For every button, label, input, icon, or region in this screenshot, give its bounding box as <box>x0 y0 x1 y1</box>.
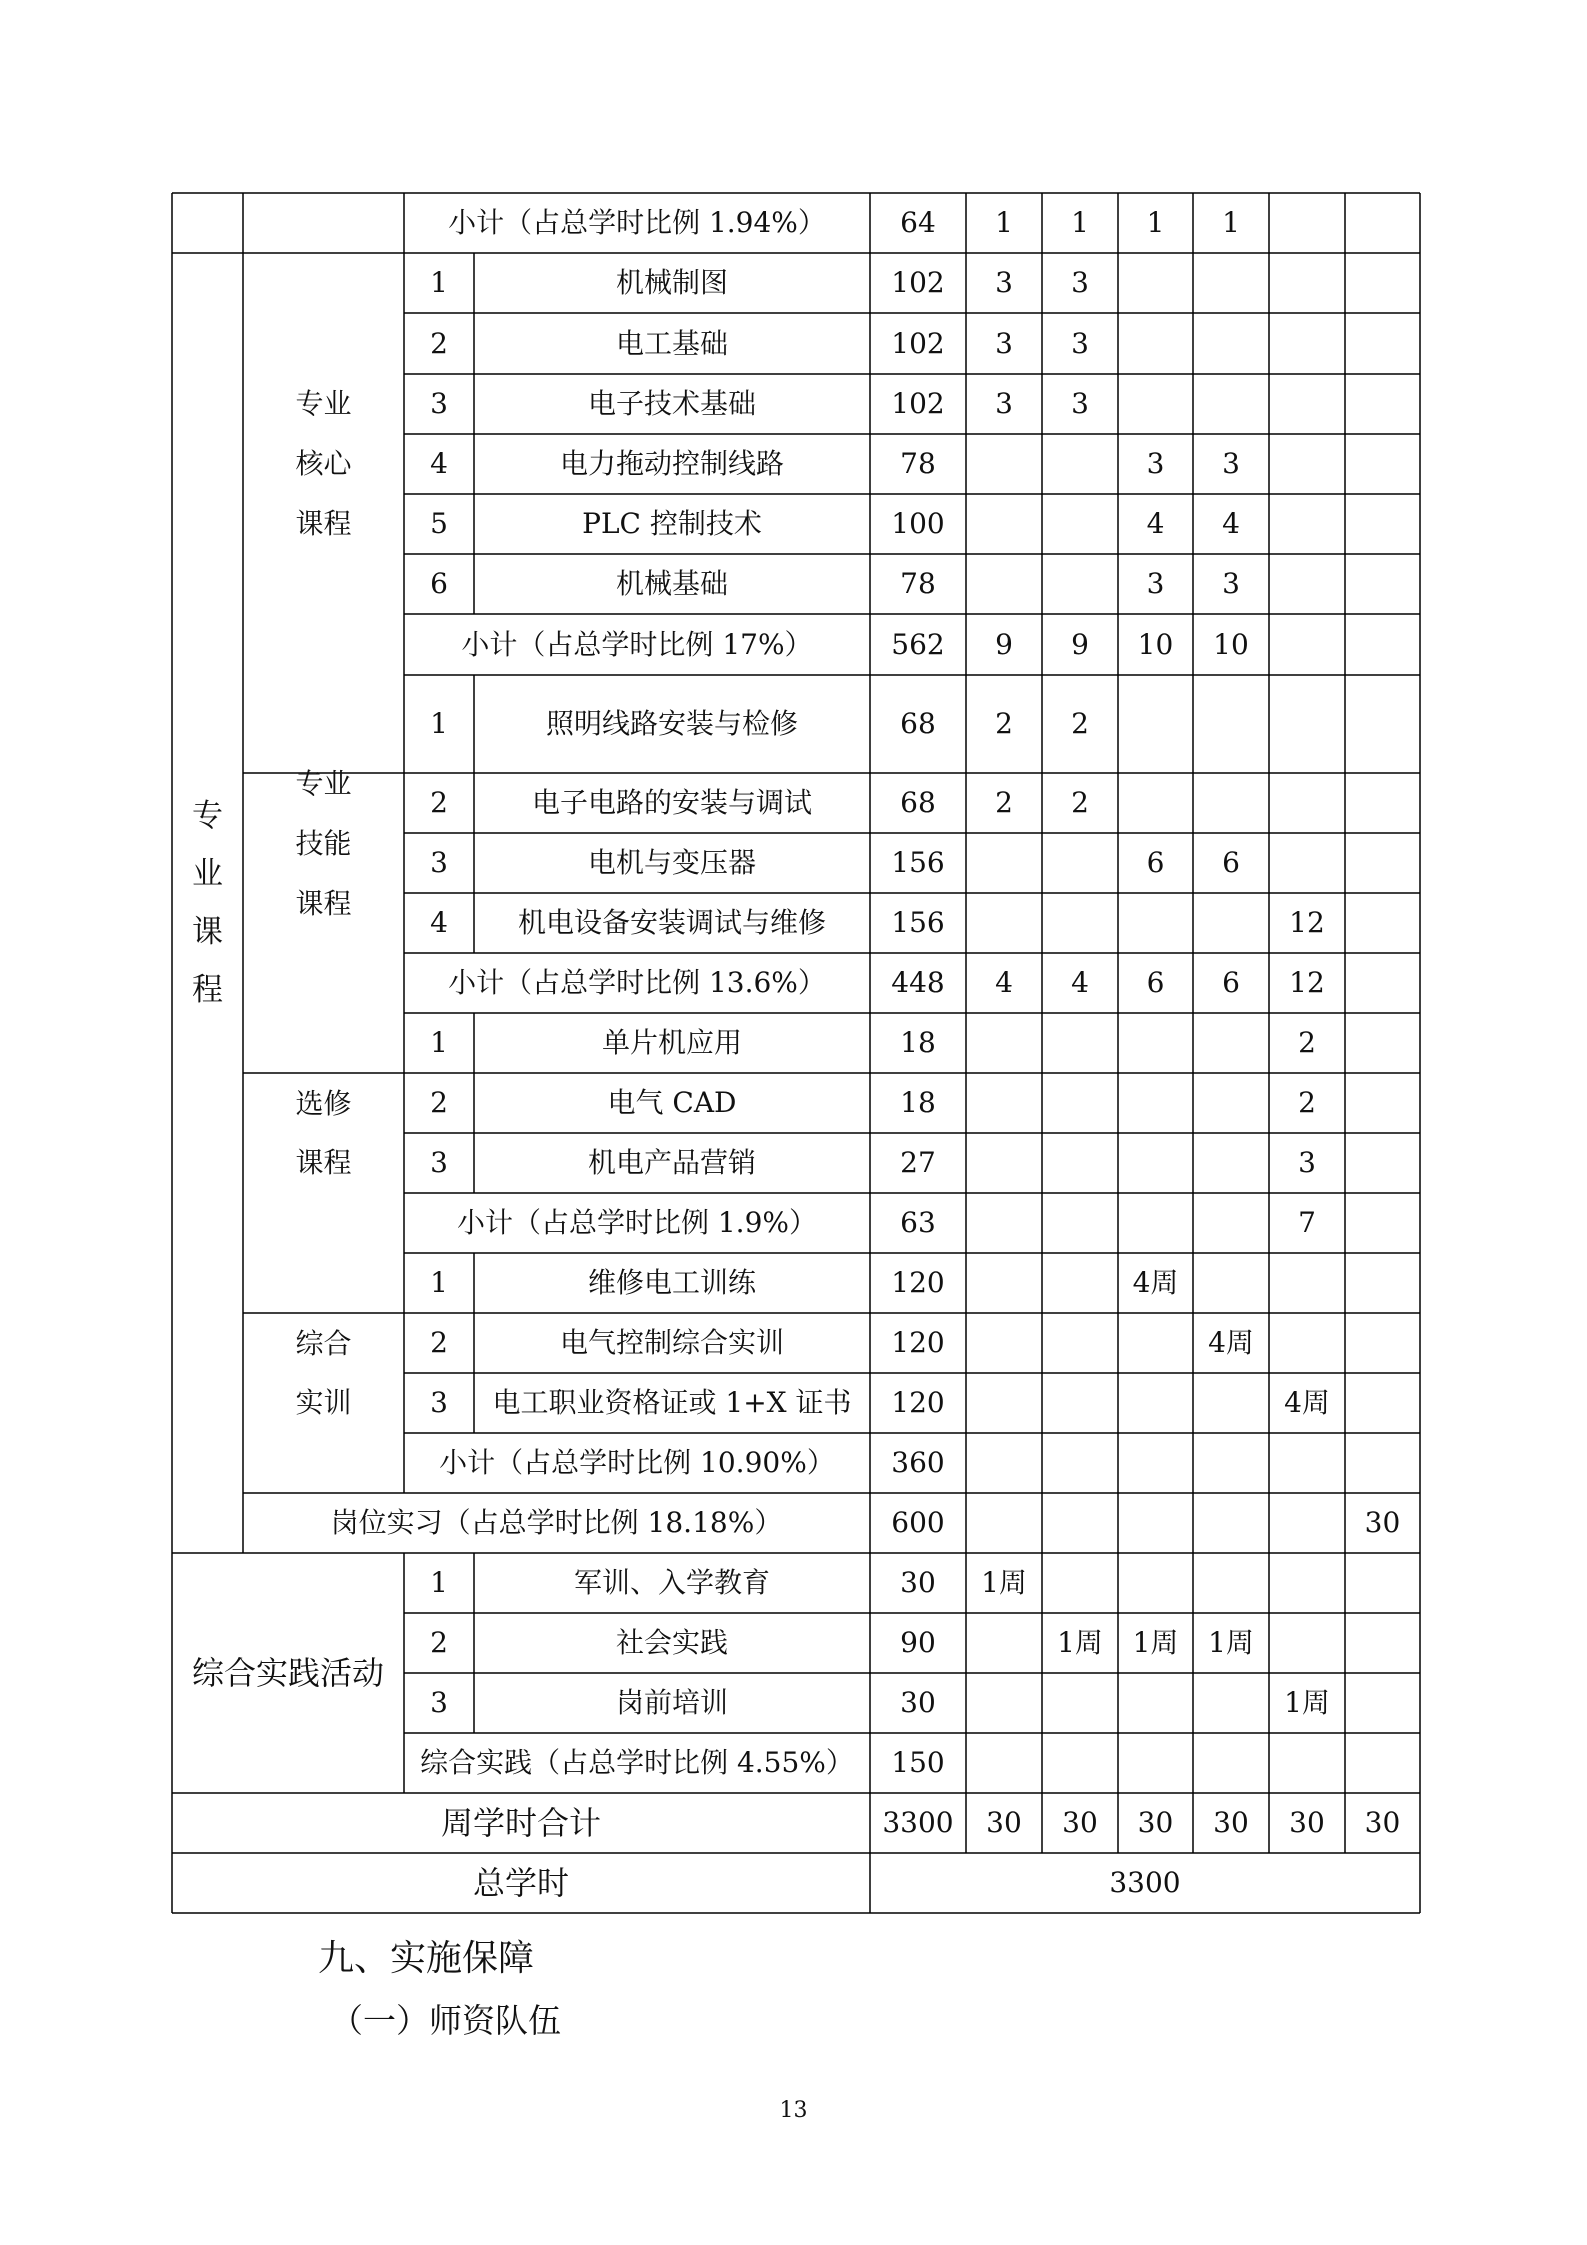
semester-5-value: 1周 <box>1284 1686 1330 1719</box>
row-number: 3 <box>430 387 448 420</box>
course-name: 社会实践 <box>615 1626 728 1659</box>
category-major-courses-line: 专 <box>192 798 223 834</box>
semester-4-value: 10 <box>1213 627 1249 661</box>
semester-6-value: 30 <box>1364 1506 1401 1539</box>
course-name: 军训、入学教育 <box>573 1566 770 1599</box>
semester-2-value: 1周 <box>1057 1626 1103 1659</box>
semester-4-value <box>1193 675 1269 773</box>
semester-3-value <box>1118 374 1193 434</box>
semester-6-value <box>1345 675 1420 773</box>
semester-1-value <box>966 1073 1042 1133</box>
semester-4-value <box>1193 1673 1269 1733</box>
hours-value: 156 <box>891 906 945 939</box>
group-comprehensive-training-line: 综合 <box>295 1327 352 1360</box>
row-number: 2 <box>430 1086 448 1119</box>
semester-3-value <box>1118 1373 1193 1433</box>
semester-1-value: 2 <box>995 786 1013 819</box>
semester-4-value: 4周 <box>1208 1326 1254 1359</box>
semester-5-value <box>1269 1433 1345 1493</box>
semester-3-value: 3 <box>1146 567 1165 600</box>
hours-value: 78 <box>900 447 936 480</box>
course-name: 单片机应用 <box>601 1026 742 1059</box>
semester-2-value: 3 <box>1071 387 1089 420</box>
hours-value: 30 <box>900 1566 936 1599</box>
semester-4-value <box>1193 773 1269 833</box>
semester-5-value <box>1269 773 1345 833</box>
semester-6-value: 30 <box>1364 1806 1401 1839</box>
group-skill-courses-line: 专业 <box>295 767 352 800</box>
hours-value: 63 <box>900 1206 936 1239</box>
course-name: 照明线路安装与检修 <box>545 707 798 740</box>
semester-4-value: 3 <box>1222 567 1240 600</box>
hours-value: 30 <box>900 1686 936 1719</box>
group-comprehensive-training <box>243 1253 404 1493</box>
hours-value: 102 <box>891 387 945 420</box>
semester-4-value <box>1193 1553 1269 1613</box>
semester-1-value <box>966 1373 1042 1433</box>
section-heading: 九、实施保障 <box>318 1938 535 1979</box>
subsection-heading: （一）师资队伍 <box>330 2001 561 2040</box>
semester-6-value <box>1345 1073 1420 1133</box>
semester-3-value <box>1118 773 1193 833</box>
semester-3-value <box>1118 675 1193 773</box>
semester-1-value: 3 <box>995 387 1013 420</box>
semester-3-value <box>1118 313 1193 374</box>
category-major-courses <box>172 253 243 1553</box>
category-major-courses-line: 程 <box>192 972 223 1008</box>
semester-3-value <box>1118 1553 1193 1613</box>
semester-2-value: 4 <box>1071 966 1089 999</box>
semester-5-value <box>1269 1253 1345 1313</box>
page-number: 13 <box>779 2098 808 2123</box>
semester-6-value <box>1345 434 1420 494</box>
subtotal-label: 小计（占总学时比例 10.90%） <box>439 1446 835 1479</box>
semester-1-value <box>966 1493 1042 1553</box>
row-number: 2 <box>430 786 448 819</box>
semester-2-value <box>1042 1253 1118 1313</box>
semester-2-value: 2 <box>1071 707 1089 740</box>
semester-3-value <box>1118 1733 1193 1793</box>
semester-4-value: 4 <box>1222 507 1240 540</box>
course-name: 电工基础 <box>615 326 728 360</box>
semester-4-value <box>1193 1073 1269 1133</box>
group-elective-courses <box>243 1013 404 1253</box>
hours-value: 27 <box>900 1146 936 1179</box>
semester-6-value <box>1345 1313 1420 1373</box>
semester-4-value <box>1193 313 1269 374</box>
semester-2-value <box>1042 1193 1118 1253</box>
row-number: 1 <box>430 1266 448 1299</box>
semester-1-value: 3 <box>995 326 1013 360</box>
row-number: 2 <box>430 326 448 360</box>
semester-5-value <box>1269 253 1345 313</box>
row-number: 2 <box>430 1626 448 1659</box>
semester-3-value: 30 <box>1137 1806 1174 1839</box>
semester-5-value: 2 <box>1298 1086 1316 1119</box>
semester-2-value <box>1042 1373 1118 1433</box>
row-number: 1 <box>430 266 448 299</box>
semester-5-value: 12 <box>1289 966 1325 999</box>
course-name: 电子电路的安装与调试 <box>531 786 812 819</box>
subtotal-label: 小计（占总学时比例 17%） <box>461 627 813 661</box>
row-number: 1 <box>430 1026 448 1059</box>
semester-2-value <box>1042 1553 1118 1613</box>
subtotal-label: 小计（占总学时比例 13.6%） <box>448 966 826 999</box>
semester-3-value <box>1118 1433 1193 1493</box>
subtotal-label: 综合实践（占总学时比例 4.55%） <box>420 1746 854 1779</box>
semester-2-value <box>1042 1013 1118 1073</box>
semester-5-value: 4周 <box>1284 1386 1330 1419</box>
row-number: 2 <box>430 1326 448 1359</box>
semester-2-value: 30 <box>1062 1806 1098 1839</box>
semester-4-value <box>1193 1493 1269 1553</box>
semester-1-value <box>966 1133 1042 1193</box>
group-core-courses-line: 专业 <box>295 387 352 420</box>
hours-value: 562 <box>891 627 945 661</box>
semester-6-value <box>1345 953 1420 1013</box>
semester-5-value <box>1269 1493 1345 1553</box>
semester-6-value <box>1345 1613 1420 1673</box>
semester-4-value <box>1193 893 1269 953</box>
semester-6-value <box>1345 253 1420 313</box>
semester-5-value <box>1269 313 1345 374</box>
hours-value: 18 <box>900 1026 936 1059</box>
semester-4-value <box>1193 1433 1269 1493</box>
semester-5-value: 2 <box>1298 1026 1316 1059</box>
course-name: 电力拖动控制线路 <box>559 447 784 480</box>
hours-value: 360 <box>891 1446 945 1479</box>
hours-value: 120 <box>891 1266 945 1299</box>
semester-1-value <box>966 494 1042 554</box>
row-number: 6 <box>430 567 448 600</box>
semester-3-value <box>1118 893 1193 953</box>
row-number: 3 <box>430 1686 448 1719</box>
semester-2-value <box>1042 494 1118 554</box>
course-name: 机电设备安装调试与维修 <box>517 906 826 939</box>
semester-5-value <box>1269 1733 1345 1793</box>
semester-2-value <box>1042 1133 1118 1193</box>
total-hours-label: 总学时 <box>472 1864 569 1902</box>
semester-4-value <box>1193 1133 1269 1193</box>
course-name: 机电产品营销 <box>587 1146 756 1179</box>
semester-5-value <box>1269 554 1345 614</box>
course-name: 电气 CAD <box>607 1086 737 1119</box>
semester-3-value: 10 <box>1137 627 1174 661</box>
hours-value: 102 <box>891 326 945 360</box>
row-number: 3 <box>430 1146 448 1179</box>
course-name: 维修电工训练 <box>587 1266 756 1299</box>
group-core-courses <box>243 253 404 675</box>
semester-1-value <box>966 1313 1042 1373</box>
semester-4-value: 30 <box>1213 1806 1249 1839</box>
semester-1-value <box>966 833 1042 893</box>
semester-6-value <box>1345 614 1420 675</box>
semester-5-value: 7 <box>1298 1206 1316 1239</box>
semester-3-value <box>1118 253 1193 313</box>
semester-4-value <box>1193 374 1269 434</box>
hours-value: 156 <box>891 846 945 879</box>
course-name: 电气控制综合实训 <box>559 1326 784 1359</box>
hours-value: 448 <box>891 966 945 999</box>
semester-1-value <box>966 434 1042 494</box>
semester-1-value <box>966 1733 1042 1793</box>
semester-5-value <box>1269 1313 1345 1373</box>
semester-3-value: 1周 <box>1132 1626 1179 1659</box>
course-name: PLC 控制技术 <box>582 507 762 540</box>
hours-value: 68 <box>900 786 936 819</box>
semester-1-value: 9 <box>995 627 1013 661</box>
semester-5-value: 12 <box>1289 906 1325 939</box>
semester-5-value: 30 <box>1289 1806 1325 1839</box>
semester-4-value <box>1193 1733 1269 1793</box>
semester-5-value: 3 <box>1298 1146 1316 1179</box>
semester-3-value <box>1118 1013 1193 1073</box>
semester-1-value: 30 <box>986 1806 1022 1839</box>
semester-2-value: 2 <box>1071 786 1089 819</box>
semester-2-value <box>1042 1673 1118 1733</box>
semester-6-value <box>1345 893 1420 953</box>
semester-4-value <box>1193 253 1269 313</box>
semester-5-value <box>1269 675 1345 773</box>
row-number: 3 <box>430 846 448 879</box>
semester-1-value <box>966 1253 1042 1313</box>
hours-value: 102 <box>891 266 945 299</box>
group-core-courses-line: 核心 <box>295 447 352 480</box>
semester-6-value <box>1345 1553 1420 1613</box>
semester-1-value <box>966 1013 1042 1073</box>
semester-3-value: 6 <box>1146 846 1165 879</box>
semester-6-value <box>1345 494 1420 554</box>
semester-6-value <box>1345 554 1420 614</box>
semester-3-value <box>1118 1313 1193 1373</box>
semester-2-value: 1 <box>1071 206 1089 239</box>
hours-value: 100 <box>891 507 945 540</box>
semester-3-value <box>1118 1193 1193 1253</box>
semester-1-value: 1周 <box>981 1566 1027 1599</box>
semester-2-value <box>1042 1733 1118 1793</box>
semester-2-value: 3 <box>1071 326 1089 360</box>
group-elective-courses-line: 选修 <box>295 1087 352 1120</box>
semester-6-value <box>1345 1133 1420 1193</box>
hours-value: 64 <box>900 206 936 239</box>
semester-5-value <box>1269 374 1345 434</box>
row-number: 1 <box>430 707 448 740</box>
course-name: 机械基础 <box>615 567 728 600</box>
hours-value: 18 <box>900 1086 936 1119</box>
semester-1-value <box>966 1613 1042 1673</box>
semester-5-value <box>1269 1613 1345 1673</box>
semester-6-value <box>1345 374 1420 434</box>
semester-2-value <box>1042 434 1118 494</box>
semester-5-value <box>1269 1553 1345 1613</box>
semester-4-value: 1 <box>1222 206 1240 239</box>
course-name: 机械制图 <box>615 266 728 299</box>
internship-label: 岗位实习（占总学时比例 18.18%） <box>330 1506 783 1539</box>
group-skill-courses-line: 课程 <box>295 887 352 920</box>
category-practice-activities: 综合实践活动 <box>191 1654 384 1692</box>
hours-value: 68 <box>900 707 936 740</box>
semester-3-value <box>1118 1073 1193 1133</box>
category-major-courses-line: 业 <box>192 856 223 892</box>
group-comprehensive-training-line: 实训 <box>295 1386 352 1419</box>
semester-3-value: 4周 <box>1132 1266 1179 1299</box>
hours-value: 120 <box>891 1326 945 1359</box>
semester-1-value <box>966 1673 1042 1733</box>
semester-6-value <box>1345 1433 1420 1493</box>
semester-3-value <box>1118 1493 1193 1553</box>
semester-1-value <box>966 554 1042 614</box>
semester-2-value <box>1042 833 1118 893</box>
semester-4-value <box>1193 1253 1269 1313</box>
semester-3-value: 4 <box>1146 507 1165 540</box>
course-name: 岗前培训 <box>615 1686 728 1719</box>
category-major-courses-line: 课 <box>192 914 223 950</box>
semester-2-value: 3 <box>1071 266 1089 299</box>
row-number: 4 <box>430 447 448 480</box>
total-hours-value: 3300 <box>1109 1866 1181 1899</box>
row-number: 5 <box>430 507 448 540</box>
weekly-total-label: 周学时合计 <box>440 1804 601 1842</box>
course-name: 电工职业资格证或 1+X 证书 <box>492 1386 852 1419</box>
semester-4-value: 3 <box>1222 447 1240 480</box>
semester-1-value: 4 <box>995 966 1013 999</box>
semester-5-value <box>1269 193 1345 253</box>
semester-6-value <box>1345 1253 1420 1313</box>
semester-2-value <box>1042 554 1118 614</box>
semester-5-value <box>1269 614 1345 675</box>
semester-1-value <box>966 1193 1042 1253</box>
semester-3-value: 3 <box>1146 447 1165 480</box>
group-skill-courses <box>243 675 404 1013</box>
group-core-courses-line: 课程 <box>295 507 352 540</box>
semester-5-value <box>1269 494 1345 554</box>
hours-value: 78 <box>900 567 936 600</box>
semester-6-value <box>1345 1733 1420 1793</box>
semester-6-value <box>1345 1373 1420 1433</box>
semester-1-value: 3 <box>995 266 1013 299</box>
hours-value: 120 <box>891 1386 945 1419</box>
semester-4-value: 6 <box>1222 846 1240 879</box>
subtotal-label: 小计（占总学时比例 1.9%） <box>456 1206 818 1239</box>
group-elective-courses-line: 课程 <box>295 1146 352 1179</box>
hours-value: 3300 <box>882 1806 954 1839</box>
semester-3-value: 6 <box>1146 966 1165 999</box>
semester-5-value <box>1269 434 1345 494</box>
semester-2-value <box>1042 1073 1118 1133</box>
semester-1-value <box>966 893 1042 953</box>
semester-6-value <box>1345 833 1420 893</box>
semester-3-value <box>1118 1673 1193 1733</box>
row-number: 3 <box>430 1386 448 1419</box>
semester-2-value <box>1042 1433 1118 1493</box>
semester-3-value <box>1118 1133 1193 1193</box>
semester-2-value <box>1042 1313 1118 1373</box>
semester-6-value <box>1345 1673 1420 1733</box>
group-skill-courses-line: 技能 <box>295 827 352 860</box>
semester-6-value <box>1345 1013 1420 1073</box>
row-number: 4 <box>430 906 448 939</box>
semester-6-value <box>1345 193 1420 253</box>
semester-1-value: 1 <box>995 206 1013 239</box>
semester-4-value: 1周 <box>1208 1626 1254 1659</box>
semester-2-value <box>1042 1493 1118 1553</box>
row-number: 1 <box>430 1566 448 1599</box>
semester-4-value: 6 <box>1222 966 1240 999</box>
semester-1-value: 2 <box>995 707 1013 740</box>
semester-4-value <box>1193 1013 1269 1073</box>
course-name: 电机与变压器 <box>587 846 756 879</box>
semester-2-value <box>1042 893 1118 953</box>
semester-3-value: 1 <box>1146 206 1165 239</box>
hours-value: 150 <box>891 1746 945 1779</box>
semester-4-value <box>1193 1193 1269 1253</box>
subtotal-label: 小计（占总学时比例 1.94%） <box>448 206 826 239</box>
semester-6-value <box>1345 313 1420 374</box>
semester-6-value <box>1345 773 1420 833</box>
hours-value: 90 <box>900 1626 936 1659</box>
semester-5-value <box>1269 833 1345 893</box>
hours-value: 600 <box>891 1506 945 1539</box>
course-name: 电子技术基础 <box>587 387 756 420</box>
semester-1-value <box>966 1433 1042 1493</box>
semester-4-value <box>1193 1373 1269 1433</box>
semester-6-value <box>1345 1193 1420 1253</box>
semester-2-value: 9 <box>1071 627 1089 661</box>
